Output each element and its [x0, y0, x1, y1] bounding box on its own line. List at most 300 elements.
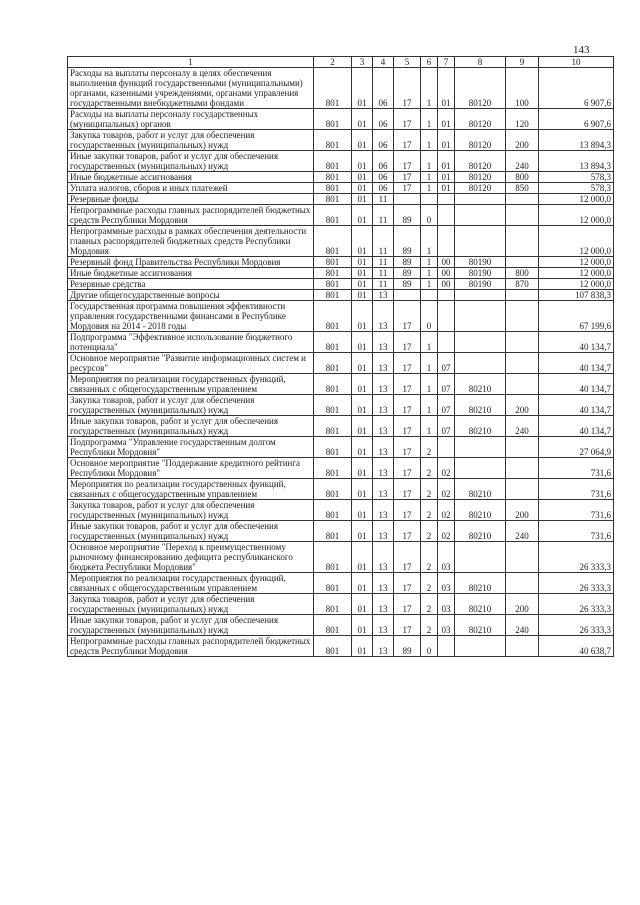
- row-activity: 01: [438, 183, 455, 194]
- row-activity: 02: [438, 521, 455, 542]
- table-row: [68, 353, 614, 374]
- table-row: [68, 395, 614, 416]
- row-subsection: 06: [373, 109, 394, 130]
- row-program: 17: [394, 172, 421, 183]
- row-subsection: 13: [373, 500, 394, 521]
- table-row: [68, 521, 614, 542]
- row-direction: 80120: [455, 172, 506, 183]
- row-name: Подпрограмма "Управление государственным долгом Республики Мордовия": [68, 437, 314, 458]
- row-amount: 107 838,3: [539, 290, 614, 301]
- row-amount: 40 134,7: [539, 353, 614, 374]
- row-subprogram: 2: [421, 521, 438, 542]
- row-amount: 731,6: [539, 479, 614, 500]
- row-subprogram: 1: [421, 395, 438, 416]
- row-expense-type: 870: [506, 279, 539, 290]
- row-program: 17: [394, 183, 421, 194]
- row-amount: 12 000,0: [539, 279, 614, 290]
- row-activity: 03: [438, 594, 455, 615]
- table-row: [68, 416, 614, 437]
- row-subsection: 13: [373, 615, 394, 636]
- row-admin-code: 801: [314, 479, 352, 500]
- row-subprogram: [421, 194, 438, 205]
- row-program: 89: [394, 257, 421, 268]
- row-admin-code: 801: [314, 172, 352, 183]
- row-amount: 578,3: [539, 183, 614, 194]
- row-admin-code: 801: [314, 194, 352, 205]
- row-amount: 13 894,3: [539, 151, 614, 172]
- row-amount: 40 134,7: [539, 395, 614, 416]
- row-direction: 80210: [455, 479, 506, 500]
- row-name: Мероприятия по реализации государственных функций, связанных с общегосударственным управлением: [68, 573, 314, 594]
- row-name: Непрограммные расходы в рамках обеспечения деятельности главных распорядителей бюджетных средств Республики Мордовия: [68, 226, 314, 257]
- row-activity: 00: [438, 268, 455, 279]
- row-name: Закупка товаров, работ и услуг для обеспечения государственных (муниципальных) нужд: [68, 594, 314, 615]
- row-subprogram: 1: [421, 332, 438, 353]
- row-section: 01: [352, 68, 373, 109]
- row-admin-code: 801: [314, 130, 352, 151]
- row-direction: 80190: [455, 279, 506, 290]
- row-name: Иные бюджетные ассигнования: [68, 172, 314, 183]
- row-subprogram: 1: [421, 183, 438, 194]
- row-direction: 80210: [455, 500, 506, 521]
- row-amount: 731,6: [539, 458, 614, 479]
- row-direction: 80120: [455, 130, 506, 151]
- row-name: Закупка товаров, работ и услуг для обеспечения государственных (муниципальных) нужд: [68, 130, 314, 151]
- row-direction: 80210: [455, 374, 506, 395]
- row-section: 01: [352, 194, 373, 205]
- row-section: 01: [352, 332, 373, 353]
- row-section: 01: [352, 458, 373, 479]
- row-subsection: 13: [373, 416, 394, 437]
- row-name: Мероприятия по реализации государственных функций, связанных с общегосударственным управлением: [68, 479, 314, 500]
- row-subsection: 13: [373, 573, 394, 594]
- row-section: 01: [352, 573, 373, 594]
- row-subsection: 11: [373, 226, 394, 257]
- row-name: Основное мероприятие "Переход к преимущественному рыночному финансированию дефицита республиканского бюджета Республики Мордовия": [68, 542, 314, 573]
- table-row: [68, 268, 614, 279]
- row-direction: [455, 458, 506, 479]
- row-expense-type: 240: [506, 416, 539, 437]
- row-expense-type: 200: [506, 130, 539, 151]
- row-name: Закупка товаров, работ и услуг для обеспечения государственных (муниципальных) нужд: [68, 395, 314, 416]
- row-direction: 80120: [455, 109, 506, 130]
- row-section: 01: [352, 542, 373, 573]
- row-section: 01: [352, 615, 373, 636]
- row-expense-type: 800: [506, 172, 539, 183]
- row-program: 17: [394, 68, 421, 109]
- row-subsection: 13: [373, 437, 394, 458]
- row-activity: 03: [438, 542, 455, 573]
- row-expense-type: 850: [506, 183, 539, 194]
- row-subsection: 11: [373, 194, 394, 205]
- row-admin-code: 801: [314, 332, 352, 353]
- row-section: 01: [352, 183, 373, 194]
- row-direction: [455, 636, 506, 657]
- row-expense-type: [506, 353, 539, 374]
- row-amount: 12 000,0: [539, 205, 614, 226]
- row-activity: 00: [438, 279, 455, 290]
- row-admin-code: 801: [314, 615, 352, 636]
- row-admin-code: 801: [314, 353, 352, 374]
- table-row: [68, 172, 614, 183]
- header-cell: 5: [394, 57, 421, 68]
- row-program: 17: [394, 521, 421, 542]
- row-direction: [455, 437, 506, 458]
- row-section: 01: [352, 594, 373, 615]
- row-admin-code: 801: [314, 226, 352, 257]
- table-row: [68, 458, 614, 479]
- row-direction: 80210: [455, 615, 506, 636]
- row-name: Иные закупки товаров, работ и услуг для обеспечения государственных (муниципальных) нужд: [68, 416, 314, 437]
- header-cell: 8: [455, 57, 506, 68]
- row-section: 01: [352, 301, 373, 332]
- row-subsection: 13: [373, 542, 394, 573]
- row-activity: 00: [438, 257, 455, 268]
- row-subsection: 11: [373, 279, 394, 290]
- row-activity: 07: [438, 416, 455, 437]
- row-direction: [455, 332, 506, 353]
- row-amount: 27 064,9: [539, 437, 614, 458]
- row-expense-type: 120: [506, 109, 539, 130]
- row-name: Другие общегосударственные вопросы: [68, 290, 314, 301]
- row-activity: 01: [438, 151, 455, 172]
- row-subprogram: 1: [421, 151, 438, 172]
- row-direction: 80190: [455, 257, 506, 268]
- row-amount: 67 199,6: [539, 301, 614, 332]
- row-expense-type: [506, 301, 539, 332]
- row-expense-type: [506, 332, 539, 353]
- row-direction: [455, 205, 506, 226]
- row-amount: 6 907,6: [539, 68, 614, 109]
- row-activity: 01: [438, 109, 455, 130]
- row-expense-type: 240: [506, 151, 539, 172]
- row-section: 01: [352, 395, 373, 416]
- row-subsection: 13: [373, 353, 394, 374]
- row-name: Резервные фонды: [68, 194, 314, 205]
- row-subprogram: 1: [421, 130, 438, 151]
- row-program: 89: [394, 636, 421, 657]
- row-subprogram: 1: [421, 109, 438, 130]
- row-amount: 40 134,7: [539, 416, 614, 437]
- row-admin-code: 801: [314, 573, 352, 594]
- row-program: 17: [394, 109, 421, 130]
- header-cell: 2: [314, 57, 352, 68]
- header-cell: 9: [506, 57, 539, 68]
- row-section: 01: [352, 130, 373, 151]
- row-subsection: 13: [373, 521, 394, 542]
- row-subsection: 11: [373, 205, 394, 226]
- header-cell: 10: [539, 57, 614, 68]
- row-admin-code: 801: [314, 183, 352, 194]
- row-amount: 13 894,3: [539, 130, 614, 151]
- row-subsection: 13: [373, 332, 394, 353]
- row-admin-code: 801: [314, 301, 352, 332]
- row-name: Непрограммные расходы главных распорядителей бюджетных средств Республики Мордовия: [68, 205, 314, 226]
- table-header-row: [68, 57, 614, 68]
- row-name: Закупка товаров, работ и услуг для обеспечения государственных (муниципальных) нужд: [68, 500, 314, 521]
- row-expense-type: 800: [506, 268, 539, 279]
- row-program: 89: [394, 205, 421, 226]
- row-program: 17: [394, 542, 421, 573]
- row-admin-code: 801: [314, 521, 352, 542]
- row-admin-code: 801: [314, 374, 352, 395]
- row-activity: [438, 332, 455, 353]
- row-program: [394, 290, 421, 301]
- row-section: 01: [352, 205, 373, 226]
- row-section: 01: [352, 500, 373, 521]
- row-activity: 01: [438, 68, 455, 109]
- row-expense-type: [506, 226, 539, 257]
- row-admin-code: 801: [314, 68, 352, 109]
- row-admin-code: 801: [314, 636, 352, 657]
- table-row: [68, 226, 614, 257]
- row-name: Основное мероприятие "Развитие информационных систем и ресурсов": [68, 353, 314, 374]
- table-row: [68, 205, 614, 226]
- row-subprogram: 0: [421, 301, 438, 332]
- row-direction: 80210: [455, 395, 506, 416]
- row-subsection: 13: [373, 301, 394, 332]
- row-activity: [438, 194, 455, 205]
- row-activity: [438, 205, 455, 226]
- row-direction: 80210: [455, 521, 506, 542]
- row-admin-code: 801: [314, 500, 352, 521]
- row-program: 17: [394, 416, 421, 437]
- row-name: Расходы на выплаты персоналу в целях обеспечения выполнения функций государственными (муниципальными) органами, казенными учреждениями, органами управления государственными внебюджетными фондами: [68, 68, 314, 109]
- row-name: Резервные средства: [68, 279, 314, 290]
- row-subsection: 06: [373, 183, 394, 194]
- table-row: [68, 109, 614, 130]
- row-section: 01: [352, 521, 373, 542]
- row-name: Государственная программа повышения эффективности управления государственными финансами в Республике Мордовия на 2014 - 2018 годы: [68, 301, 314, 332]
- row-program: 17: [394, 395, 421, 416]
- row-subprogram: 2: [421, 573, 438, 594]
- row-subsection: 06: [373, 151, 394, 172]
- row-section: 01: [352, 437, 373, 458]
- table-row: [68, 130, 614, 151]
- row-subprogram: 1: [421, 416, 438, 437]
- row-program: 17: [394, 374, 421, 395]
- row-section: 01: [352, 268, 373, 279]
- row-expense-type: [506, 458, 539, 479]
- row-direction: [455, 226, 506, 257]
- row-section: 01: [352, 416, 373, 437]
- row-direction: 80120: [455, 183, 506, 194]
- row-expense-type: [506, 437, 539, 458]
- row-expense-type: [506, 257, 539, 268]
- row-program: 89: [394, 226, 421, 257]
- row-amount: 26 333,3: [539, 615, 614, 636]
- row-admin-code: 801: [314, 205, 352, 226]
- row-expense-type: [506, 479, 539, 500]
- row-activity: 07: [438, 353, 455, 374]
- budget-table: [67, 56, 614, 657]
- row-section: 01: [352, 172, 373, 183]
- table-row: [68, 636, 614, 657]
- table-row: [68, 479, 614, 500]
- row-admin-code: 801: [314, 542, 352, 573]
- table-body: [68, 68, 614, 657]
- header-cell: 6: [421, 57, 438, 68]
- row-direction: [455, 353, 506, 374]
- row-program: [394, 194, 421, 205]
- row-admin-code: 801: [314, 594, 352, 615]
- row-admin-code: 801: [314, 257, 352, 268]
- table-row: [68, 437, 614, 458]
- table-row: [68, 573, 614, 594]
- row-subprogram: [421, 290, 438, 301]
- table-row: [68, 594, 614, 615]
- row-expense-type: [506, 194, 539, 205]
- row-admin-code: 801: [314, 268, 352, 279]
- row-name: Мероприятия по реализации государственных функций, связанных с общегосударственным управлением: [68, 374, 314, 395]
- row-program: 17: [394, 573, 421, 594]
- row-amount: 12 000,0: [539, 226, 614, 257]
- row-amount: 12 000,0: [539, 257, 614, 268]
- row-activity: 02: [438, 500, 455, 521]
- row-admin-code: 801: [314, 458, 352, 479]
- header-cell: 4: [373, 57, 394, 68]
- row-admin-code: 801: [314, 290, 352, 301]
- row-amount: 578,3: [539, 172, 614, 183]
- row-name: Основное мероприятие "Поддержание кредитного рейтинга Республики Мордовия": [68, 458, 314, 479]
- row-amount: 731,6: [539, 500, 614, 521]
- row-activity: 02: [438, 458, 455, 479]
- table-row: [68, 615, 614, 636]
- row-direction: 80210: [455, 594, 506, 615]
- row-subprogram: 0: [421, 205, 438, 226]
- row-activity: 03: [438, 615, 455, 636]
- row-expense-type: 200: [506, 500, 539, 521]
- row-subsection: 13: [373, 594, 394, 615]
- row-subprogram: 0: [421, 636, 438, 657]
- row-program: 89: [394, 279, 421, 290]
- row-name: Подпрограмма "Эффективное использование бюджетного потенциала": [68, 332, 314, 353]
- row-program: 89: [394, 268, 421, 279]
- row-subprogram: 1: [421, 257, 438, 268]
- row-subsection: 11: [373, 268, 394, 279]
- row-subprogram: 2: [421, 458, 438, 479]
- row-program: 17: [394, 479, 421, 500]
- header-cell: 1: [68, 57, 314, 68]
- row-expense-type: 240: [506, 615, 539, 636]
- row-name: Расходы на выплаты персоналу государственных (муниципальных) органов: [68, 109, 314, 130]
- row-program: 17: [394, 500, 421, 521]
- row-subprogram: 2: [421, 615, 438, 636]
- row-program: 17: [394, 437, 421, 458]
- row-direction: 80120: [455, 151, 506, 172]
- table-row: [68, 279, 614, 290]
- row-direction: 80210: [455, 416, 506, 437]
- row-activity: 07: [438, 374, 455, 395]
- row-name: Уплата налогов, сборов и иных платежей: [68, 183, 314, 194]
- row-subprogram: 2: [421, 479, 438, 500]
- table-row: [68, 332, 614, 353]
- table-row: [68, 500, 614, 521]
- row-section: 01: [352, 290, 373, 301]
- row-amount: 40 134,7: [539, 374, 614, 395]
- row-subprogram: 2: [421, 594, 438, 615]
- row-program: 17: [394, 594, 421, 615]
- row-activity: 01: [438, 172, 455, 183]
- row-amount: 26 333,3: [539, 594, 614, 615]
- row-section: 01: [352, 151, 373, 172]
- row-section: 01: [352, 279, 373, 290]
- row-direction: [455, 301, 506, 332]
- row-activity: [438, 301, 455, 332]
- row-amount: 12 000,0: [539, 194, 614, 205]
- row-expense-type: [506, 374, 539, 395]
- row-section: 01: [352, 109, 373, 130]
- table-row: [68, 68, 614, 109]
- row-expense-type: [506, 573, 539, 594]
- row-subprogram: 1: [421, 226, 438, 257]
- row-activity: [438, 226, 455, 257]
- row-subprogram: 1: [421, 68, 438, 109]
- row-expense-type: [506, 542, 539, 573]
- row-subprogram: 2: [421, 500, 438, 521]
- row-admin-code: 801: [314, 416, 352, 437]
- row-program: 17: [394, 130, 421, 151]
- row-name: Непрограммные расходы главных распорядителей бюджетных средств Республики Мордовия: [68, 636, 314, 657]
- row-expense-type: [506, 636, 539, 657]
- row-subprogram: 2: [421, 542, 438, 573]
- row-expense-type: 200: [506, 395, 539, 416]
- row-subsection: 11: [373, 257, 394, 268]
- row-subprogram: 1: [421, 353, 438, 374]
- row-section: 01: [352, 226, 373, 257]
- row-admin-code: 801: [314, 151, 352, 172]
- row-direction: 80120: [455, 68, 506, 109]
- row-amount: 40 638,7: [539, 636, 614, 657]
- row-expense-type: 200: [506, 594, 539, 615]
- table-row: [68, 257, 614, 268]
- row-subsection: 06: [373, 130, 394, 151]
- row-section: 01: [352, 374, 373, 395]
- row-amount: 6 907,6: [539, 109, 614, 130]
- row-section: 01: [352, 479, 373, 500]
- row-admin-code: 801: [314, 109, 352, 130]
- row-expense-type: 100: [506, 68, 539, 109]
- row-amount: 26 333,3: [539, 542, 614, 573]
- row-expense-type: [506, 290, 539, 301]
- row-expense-type: [506, 205, 539, 226]
- row-direction: [455, 290, 506, 301]
- row-activity: 03: [438, 573, 455, 594]
- row-subsection: 13: [373, 479, 394, 500]
- row-program: 17: [394, 353, 421, 374]
- row-amount: 40 134,7: [539, 332, 614, 353]
- row-section: 01: [352, 353, 373, 374]
- row-subprogram: 1: [421, 279, 438, 290]
- row-direction: 80190: [455, 268, 506, 279]
- row-name: Резервный фонд Правительства Республики Мордовия: [68, 257, 314, 268]
- row-program: 17: [394, 332, 421, 353]
- row-activity: 01: [438, 130, 455, 151]
- row-amount: 731,6: [539, 521, 614, 542]
- table-row: [68, 151, 614, 172]
- row-section: 01: [352, 636, 373, 657]
- row-subsection: 06: [373, 68, 394, 109]
- row-subprogram: 2: [421, 437, 438, 458]
- row-direction: [455, 542, 506, 573]
- row-subsection: 13: [373, 636, 394, 657]
- row-direction: 80210: [455, 573, 506, 594]
- row-subsection: 13: [373, 458, 394, 479]
- row-subsection: 13: [373, 395, 394, 416]
- row-activity: [438, 290, 455, 301]
- row-activity: [438, 636, 455, 657]
- row-name: Иные бюджетные ассигнования: [68, 268, 314, 279]
